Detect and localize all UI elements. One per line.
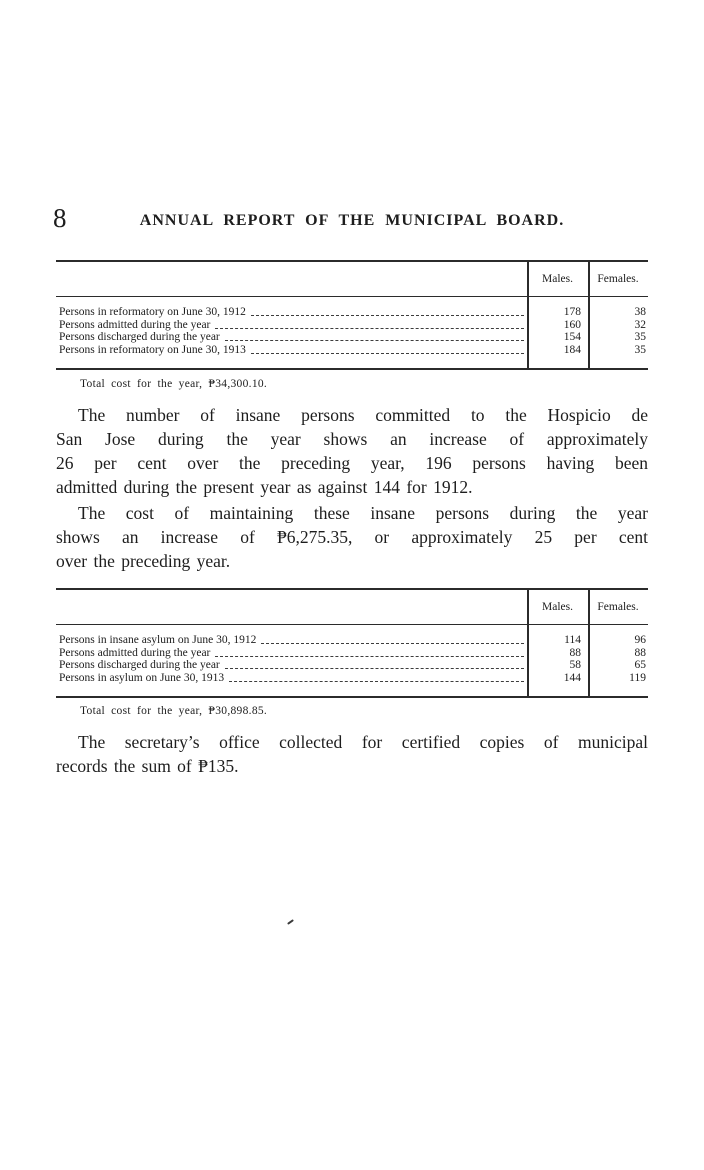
- paragraph-line: 26 per cent over the preceding year, 196 persons having been: [56, 453, 648, 473]
- row-label: Persons in reformatory on June 30, 1912: [59, 306, 246, 318]
- paragraph-line: over the preceding year.: [56, 551, 231, 571]
- males-value: 144: [563, 671, 581, 684]
- row-label-cell: [56, 672, 527, 685]
- table-row: [56, 647, 648, 660]
- row-label-cell: [56, 634, 527, 647]
- column-header-females: Females.: [597, 601, 639, 613]
- column-header-males: Males.: [542, 601, 573, 613]
- paragraph-maintenance-cost: [56, 501, 648, 573]
- table-row: [56, 344, 648, 357]
- table-row: [56, 634, 648, 647]
- dot-leader: [215, 319, 524, 329]
- asylum-total-note: Total cost for the year, ₱30,898.85.: [80, 705, 268, 717]
- females-value: 65: [634, 659, 646, 671]
- females-value: 119: [629, 671, 646, 684]
- paragraph-secretary-fees: [56, 730, 648, 778]
- paragraph-line: The secretary’s office collected for certified copies of municipal: [78, 732, 648, 752]
- row-label: Persons in insane asylum on June 30, 1912: [59, 634, 257, 646]
- table-vertical-rule: [588, 262, 590, 368]
- females-value: 35: [634, 343, 646, 356]
- table-vertical-rule: [527, 590, 529, 696]
- males-value: 160: [563, 318, 581, 331]
- row-label: Persons discharged during the year: [59, 659, 220, 671]
- paragraph-insane-committed: [56, 403, 648, 499]
- table-body: [56, 297, 648, 368]
- row-label-cell: [56, 647, 527, 660]
- females-value: 96: [634, 634, 646, 646]
- row-label-cell: [56, 659, 527, 672]
- dot-leader: [261, 634, 524, 644]
- dot-leader: [251, 306, 524, 316]
- row-label-cell: [56, 319, 527, 332]
- table-row: [56, 306, 648, 319]
- paragraph-line: The cost of maintaining these insane persons during the year: [78, 503, 648, 523]
- table-row: [56, 672, 648, 685]
- table-vertical-rule: [588, 590, 590, 696]
- table-row: [56, 331, 648, 344]
- row-label: Persons in reformatory on June 30, 1913: [59, 343, 246, 356]
- males-value: 58: [569, 659, 581, 671]
- dot-leader: [215, 647, 524, 657]
- females-value: 88: [634, 646, 646, 659]
- reformatory-total-note: Total cost for the year, ₱34,300.10.: [80, 378, 268, 390]
- table-header-row: [56, 590, 648, 625]
- dot-leader: [251, 344, 524, 354]
- males-value: 114: [564, 634, 581, 646]
- males-value: 184: [563, 343, 581, 356]
- row-label: Persons in asylum on June 30, 1913: [59, 671, 225, 684]
- females-value: 32: [634, 318, 646, 331]
- row-label-cell: [56, 344, 527, 357]
- dot-leader: [229, 672, 524, 682]
- row-label: Persons admitted during the year: [59, 646, 211, 659]
- row-label: Persons admitted during the year: [59, 318, 211, 331]
- column-header-males: Males.: [542, 273, 573, 285]
- males-value: 154: [563, 331, 581, 343]
- females-value: 38: [634, 306, 646, 318]
- paragraph-line: shows an increase of ₱6,275.35, or approximately 25 per cent: [56, 527, 648, 547]
- paragraph-line: admitted during the present year as against 144 for 1912.: [56, 477, 473, 497]
- page-number: 8: [53, 203, 67, 233]
- table-header-row: [56, 262, 648, 297]
- reformatory-table: [56, 260, 648, 370]
- dot-leader: [225, 659, 524, 669]
- row-label: Persons discharged during the year: [59, 331, 220, 343]
- asylum-table: [56, 588, 648, 698]
- paragraph-line: San Jose during the year shows an increase of approximately: [56, 429, 648, 449]
- row-label-cell: [56, 306, 527, 319]
- scan-speck-artifact: [287, 919, 294, 925]
- table-row: [56, 319, 648, 332]
- table-vertical-rule: [527, 262, 529, 368]
- males-value: 178: [563, 306, 581, 318]
- column-header-females: Females.: [597, 273, 639, 285]
- paragraph-line: records the sum of ₱135.: [56, 756, 239, 776]
- males-value: 88: [569, 646, 581, 659]
- dot-leader: [225, 331, 524, 341]
- females-value: 35: [634, 331, 646, 343]
- table-row: [56, 659, 648, 672]
- row-label-cell: [56, 331, 527, 344]
- paragraph-line: The number of insane persons committed to the Hospicio de: [78, 405, 648, 425]
- table-body: [56, 625, 648, 696]
- page-title: ANNUAL REPORT OF THE MUNICIPAL BOARD.: [139, 212, 565, 229]
